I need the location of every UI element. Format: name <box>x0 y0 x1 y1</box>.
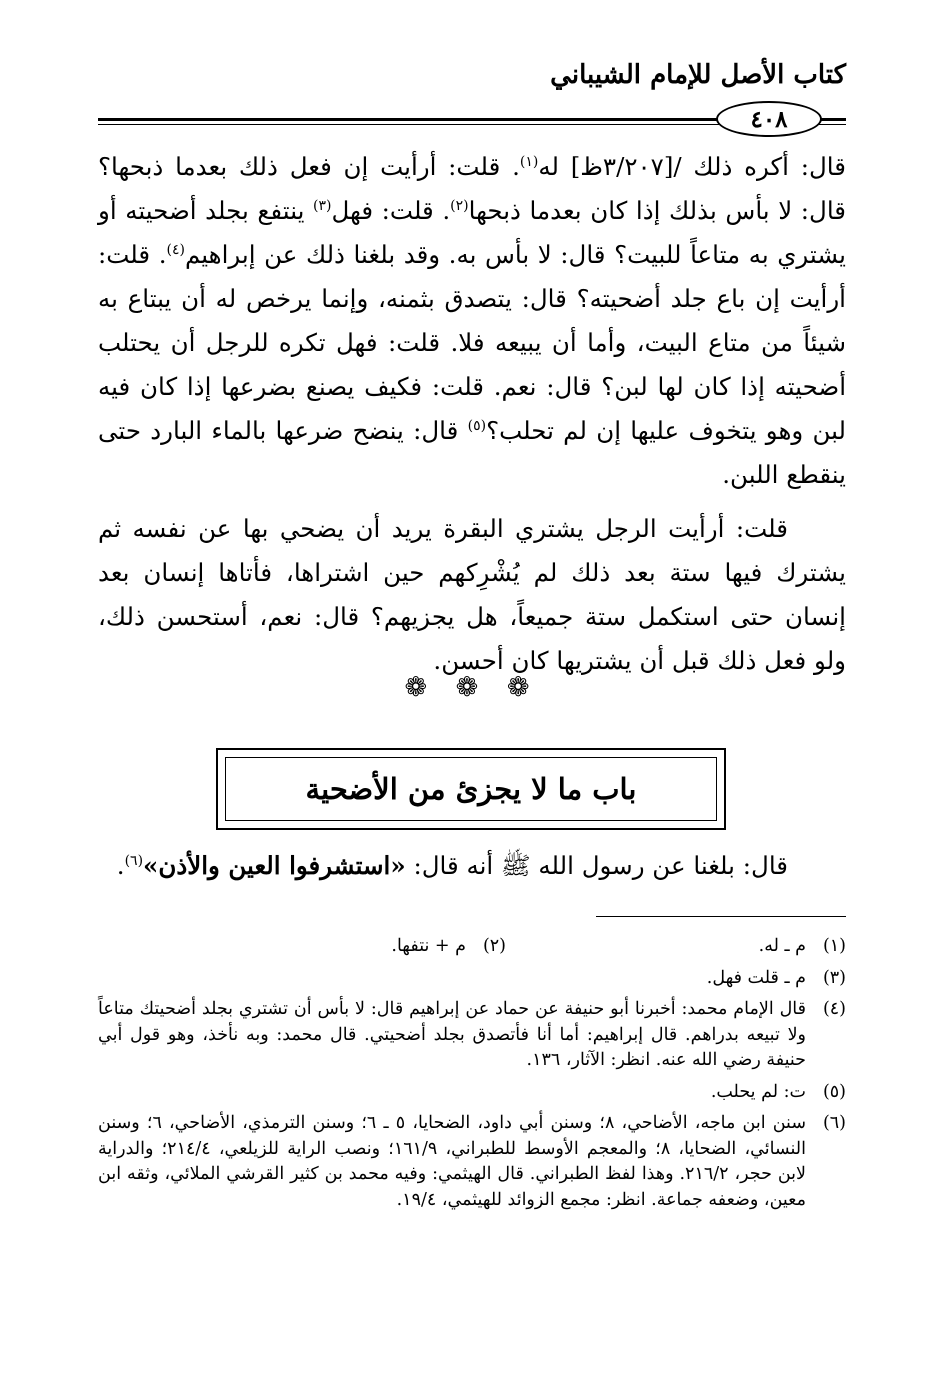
footnote-number: (٤) <box>822 999 846 1019</box>
footnote-5 <box>98 1080 846 1106</box>
footnote-marker: (٢) <box>450 197 469 214</box>
text-run: ينتفع بجلد أضحيته أو يشتري به متاعاً للبيت؟ قال: لا بأس به. وقد بلغنا ذلك عن إبراهيم <box>98 196 846 269</box>
main-text <box>98 145 846 683</box>
footnote-separator-rule <box>596 916 846 917</box>
footnote-4 <box>98 997 846 1074</box>
footnote-2 <box>166 934 506 960</box>
footnote-number: (٦) <box>822 1113 846 1133</box>
chapter-heading: باب ما لا يجزئ من الأضحية <box>225 757 717 821</box>
footnote-1 <box>506 934 846 960</box>
footnote-marker: (١) <box>519 153 539 170</box>
footnote-text: م ـ له. <box>758 936 806 956</box>
footnotes <box>98 934 846 1219</box>
footnote-marker: (٤) <box>166 241 185 258</box>
footnote-number: (١) <box>822 936 846 956</box>
text-run: . قلت: أرأيت إن فعل ذلك بعدما ذبحها؟ قال: لا بأس بذلك إذا كان بعدما ذبحها <box>98 152 846 225</box>
footnote-text: سنن ابن ماجه، الأضاحي، ٨؛ وسنن أبي داود، الضحايا، ٥ ـ ٦؛ وسنن الترمذي، الأضاحي، ٦؛ وسنن النسائي، الضحايا، ٨؛ والمعجم الأوسط للطبراني، ١٦١/٩؛ ونصب الراية للزيلعي، ٢١٤/٤؛ والدراية لابن حجر، ٢١٦/٢. وهذا لفظ الطبراني. قال الهيثمي: وفيه محمد بن كثير القرشي الملائي، وثقه ابن معين، وضعفه جماعة. انظر: مجمع الزوائد للهيثمي، ١٩/٤. <box>98 1113 807 1210</box>
text-run: . <box>116 851 125 880</box>
footnote-text: م ـ قلت فهل. <box>706 967 806 988</box>
running-header-title: كتاب الأصل للإمام الشيباني <box>550 60 846 90</box>
footnote-text: ت: لم يحلب. <box>710 1081 806 1102</box>
text-run: . قلت: أرأيت إن باع جلد أضحيته؟ قال: يتصدق بثمنه، وإنما يرخص له أن يبتاع به شيئاً من متاع البيت، وأما أن يبيعه فلا. قلت: فهل تكره للرجل أن يحتلب أضحيته إذا كان لها لبن؟ قال: نعم. قلت: فكيف يصنع بضرعها إذا كان فيه لبن وهو يتخوف عليها إن لم تحلب؟ <box>98 240 846 445</box>
text-run: قال: ينضح ضرعها بالماء البارد حتى ينقطع اللبن. <box>98 416 846 489</box>
footnote-3 <box>98 966 846 992</box>
footnote-number: (٥) <box>822 1081 846 1102</box>
hadith-intro: قال: بلغنا عن رسول الله ﷺ أنه قال: <box>405 851 788 880</box>
text-run: . قلت: فهل <box>331 196 451 225</box>
footnote-number: (٢) <box>482 936 506 956</box>
page-number-badge: ٤٠٨ <box>716 101 822 137</box>
footnote-text: م + نتفها. <box>391 936 466 956</box>
hadith-quote: «استشرفوا العين والأذن» <box>143 851 406 880</box>
paragraph-2: قلت: أرأيت الرجل يشتري البقرة يريد أن يضحي بها عن نفسه ثم يشترك فيها ستة بعد ذلك لم يُشْرِكهم حين اشتراها، فأتاها إنسان بعد إنسان حتى استكمل ستة جميعاً، هل يجزيهم؟ قال: نعم، أستحسن ذلك، ولو فعل ذلك قبل أن يشتريها كان أحسن. <box>98 514 846 675</box>
footnote-pair <box>98 934 846 960</box>
footnote-6 <box>98 1111 846 1213</box>
footnote-marker: (٦) <box>124 852 144 869</box>
footnote-number: (٣) <box>822 967 846 988</box>
section-separator-ornament: ❁ ❁ ❁ <box>404 672 540 703</box>
footnote-marker: (٣) <box>313 197 332 214</box>
chapter-heading-frame <box>216 748 726 830</box>
hadith-paragraph <box>98 844 846 888</box>
footnote-marker: (٥) <box>467 417 487 434</box>
footnote-text: قال الإمام محمد: أخبرنا أبو حنيفة عن حماد عن إبراهيم قال: لا بأس أن تشتري بجلد أضحيتك متاعاً ولا تبيعه بدراهم. قال إبراهيم: أما أنا فأتصدق بجلد أضحيتي. قال محمد: وبه نأخذ، وهو قول أبي حنيفة رضي الله عنه. انظر: الآثار، ١٣٦. <box>98 999 806 1070</box>
text-run: قال: أكره ذلك /[٣/٢٠٧ظ] له <box>538 152 846 181</box>
paragraph-1 <box>98 145 846 497</box>
